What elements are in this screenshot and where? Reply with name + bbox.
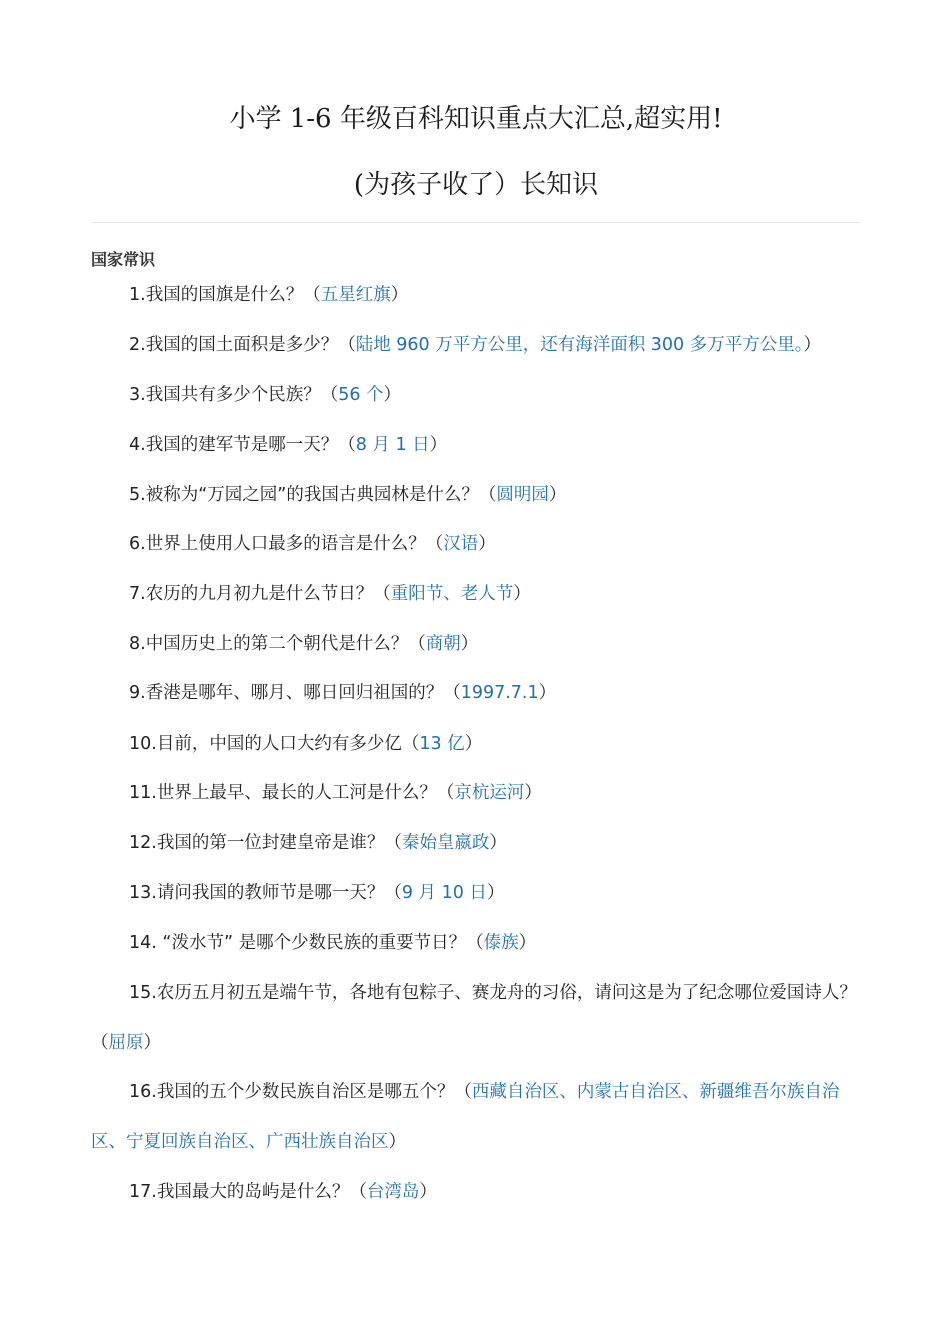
question-text: 2.我国的国土面积是多少？（ [129,335,356,355]
question-text: 12.我国的第一位封建皇帝是谁？（ [129,833,402,853]
qa-item-5 [91,470,861,520]
close-paren: ） [524,783,542,803]
question-text: 6.世界上使用人口最多的语言是什么？（ [129,534,444,554]
question-text: 1.我国的国旗是什么？（ [129,285,321,305]
title-divider [91,222,861,223]
qa-item-15 [91,968,861,1068]
question-text: 4.我国的建军节是哪一天？（ [129,435,356,455]
qa-item-3 [91,370,861,420]
answer-text: 13 亿 [419,734,465,754]
answer-text: 汉语 [443,534,479,554]
close-paren: ） [390,285,409,305]
close-paren: ） [464,734,483,754]
question-text: 10.目前，中国的人口大约有多少亿（ [129,734,420,754]
close-paren: ） [478,534,496,554]
qa-item-12 [91,818,861,868]
qa-item-8 [91,619,861,669]
answer-text: 屈原 [108,1033,144,1053]
answer-text: 8 月 1 日 [355,435,430,455]
answer-text: 傣族 [483,933,519,953]
answer-text: 陆地 960 万平方公里，还有海洋面积 300 多万平方公里。 [355,335,804,355]
qa-item-13 [91,868,861,918]
question-text: 14. “泼水节” 是哪个少数民族的重要节日？（ [129,933,484,953]
close-paren: ） [489,833,507,853]
close-paren: ） [388,1132,406,1152]
answer-text: 9 月 10 日 [401,883,487,903]
qa-item-4 [91,420,861,470]
question-text: 9.香港是哪年、哪月、哪日回归祖国的？（ [129,683,461,703]
close-paren: ） [518,933,537,953]
close-paren: ） [419,1182,437,1202]
close-paren: ） [513,584,531,604]
qa-item-17 [91,1167,861,1217]
question-text: 15.农历五月初五是端午节，各地有包粽子、赛龙舟的习俗，请问这是为了纪念哪位爱国诗人？（ [91,983,857,1053]
close-paren: ） [538,683,557,703]
question-text: 7.农历的九月初九是什么节日？（ [129,584,391,604]
qa-item-6 [91,519,861,569]
question-text: 13.请问我国的教师节是哪一天？（ [129,883,402,903]
answer-text: 56 个 [338,385,384,405]
close-paren: ） [429,435,448,455]
close-paren: ） [548,485,567,505]
close-paren: ） [143,1033,161,1053]
answer-text: 京杭运河 [454,783,525,803]
answer-text: 秦始皇嬴政 [401,833,490,853]
document-title-line-2: (为孩子收了）长知识 [353,170,599,200]
answer-text: 商朝 [425,634,461,654]
question-text: 5.被称为“万园之园”的我国古典园林是什么？（ [129,485,497,505]
close-paren: ） [486,883,505,903]
section-title: 国家常识 [91,250,156,269]
question-text: 8.中国历史上的第二个朝代是什么？（ [129,634,426,654]
qa-item-9 [91,668,861,718]
close-paren: ） [803,335,822,355]
qa-item-7 [91,569,861,619]
close-paren: ） [460,634,479,654]
answer-text: 五星红旗 [320,285,391,305]
question-text: 11.世界上最早、最长的人工河是什么？（ [129,783,455,803]
question-text: 16.我国的五个少数民族自治区是哪五个？（ [129,1082,472,1102]
qa-item-10 [91,719,861,769]
answer-text: 圆明园 [496,485,549,505]
qa-item-1 [91,270,861,320]
qa-item-11 [91,768,861,818]
document-title-line-1: 小学 1-6 年级百科知识重点大汇总,超实用! [229,104,723,134]
answer-text: 台湾岛 [366,1182,420,1202]
qa-item-2 [91,320,861,370]
answer-text: 西藏自治区、内蒙古自治区、新疆维吾尔族自治区、宁夏回族自治区、广西壮族自治区 [91,1082,840,1152]
close-paren: ） [383,385,402,405]
answer-text: 1997.7.1 [460,683,539,703]
qa-item-16 [91,1067,861,1167]
question-text: 17.我国最大的岛屿是什么？（ [129,1182,367,1202]
question-text: 3.我国共有多少个民族？（ [129,385,339,405]
answer-text: 重阳节、老人节 [390,584,514,604]
qa-item-14 [91,918,861,968]
